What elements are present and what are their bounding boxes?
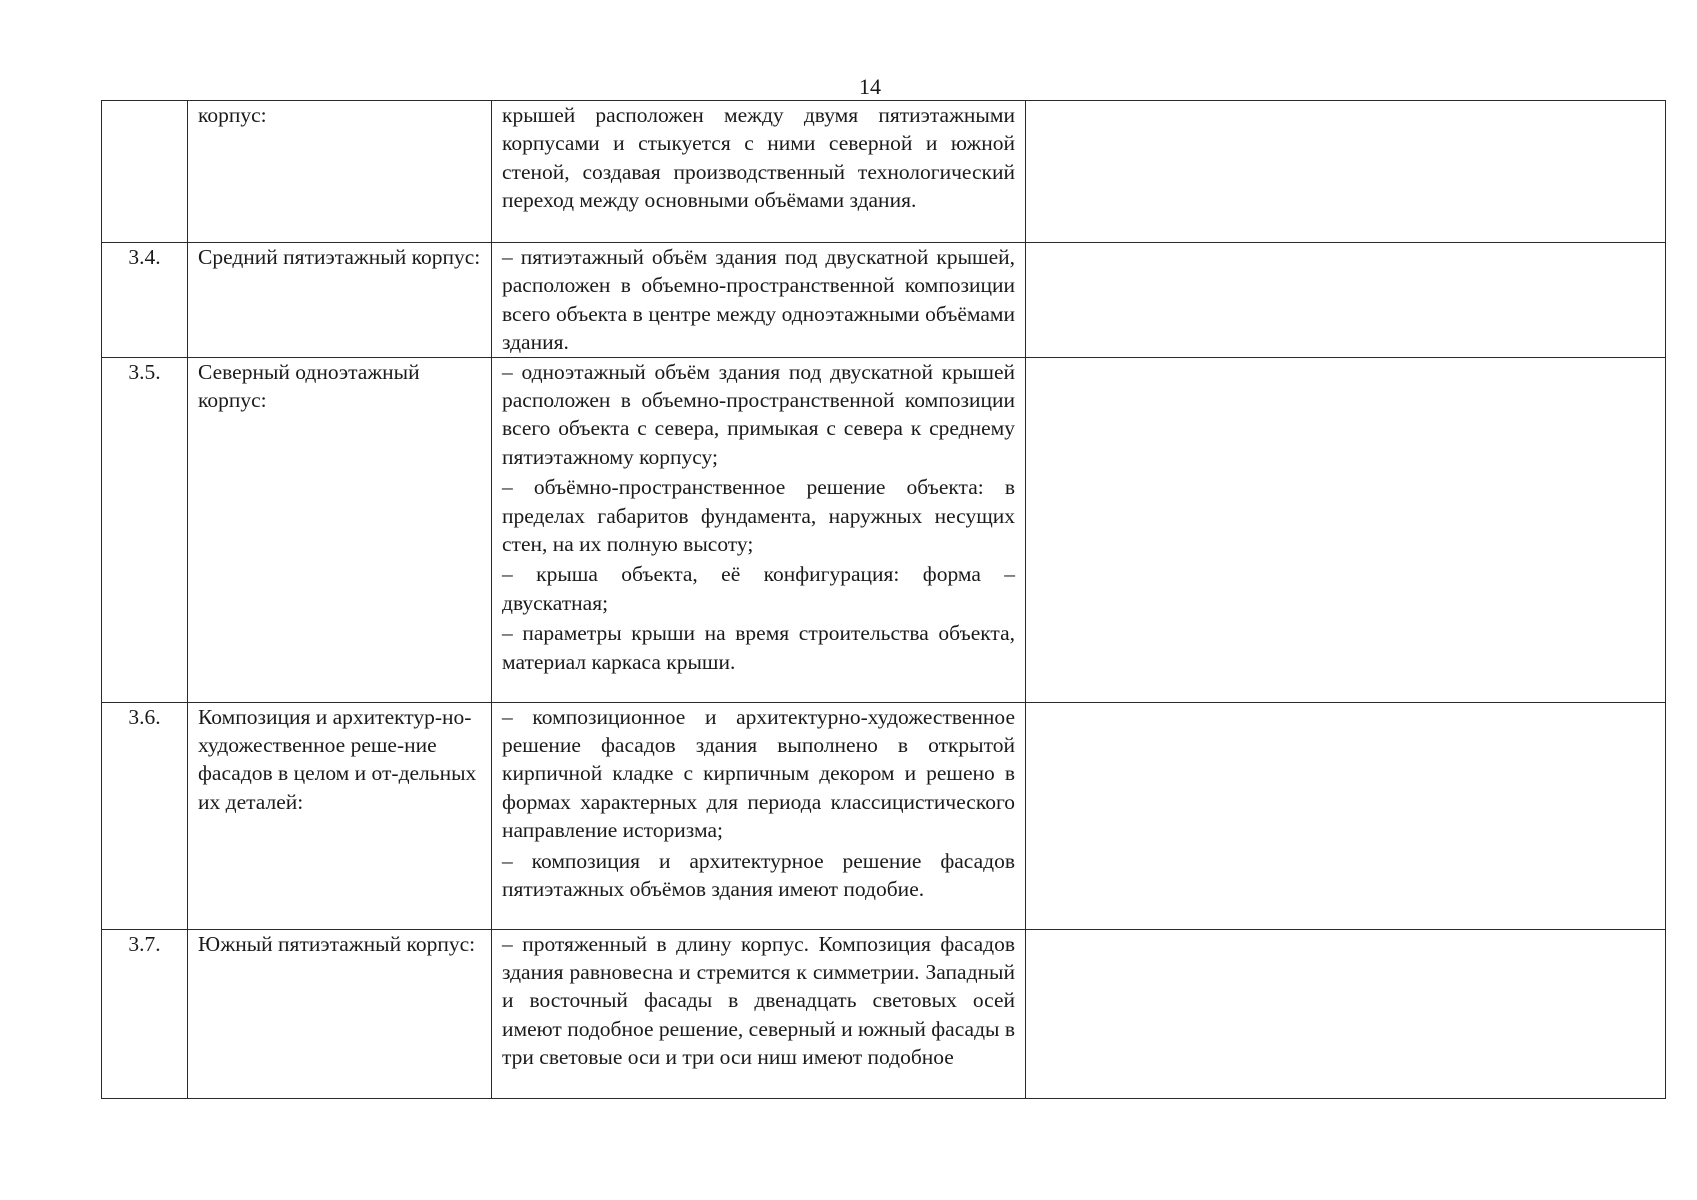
row-title: корпус: [188,101,492,243]
description-paragraph: – крыша объекта, её конфигурация: форма – двускатная; [502,562,1015,615]
row-description [492,702,1026,929]
table-row [102,702,1666,929]
row-number: 3.6. [102,702,188,929]
description-paragraph: – композиционное и архитектурно-художественное решение фасадов здания выполнено в открытой кирпичной кладке с кирпичным декором и решено в формах характерных для периода классицистического направление историзма; [502,704,1015,843]
table-row [102,357,1666,702]
table-row [102,101,1666,243]
row-title: Средний пятиэтажный корпус: [188,243,492,358]
row-number: 3.7. [102,929,188,1098]
description-paragraph: – протяженный в длину корпус. Композиция фасадов здания равновесна и стремится к симметрии. Западный и восточный фасады в двенадцать световых осей имеют подобное решение, северный и южный фасады в три световые оси и три оси ниш имеют подобное [502,931,1015,1070]
document-table [101,100,1666,1099]
description-paragraph: крышей расположен между двумя пятиэтажными корпусами и стыкуется с ними северной и южной стеной, создавая производственный технологический переход между основными объёмами здания. [502,103,1015,213]
page-number: 14 [859,74,881,99]
description-paragraph: – одноэтажный объём здания под двускатной крышей расположен в объемно-пространственной композиции всего объекта с севера, примыкая с севера к среднему пятиэтажному корпусу; [502,359,1015,469]
row-description [492,357,1026,702]
row-number [102,101,188,243]
row-title: Южный пятиэтажный корпус: [188,929,492,1098]
description-paragraph: – пятиэтажный объём здания под двускатной крышей, расположен в объемно-пространственной композиции всего объекта в центре между одноэтажными объёмами здания. [502,245,1015,355]
row-notes [1026,101,1666,243]
row-description [492,929,1026,1098]
row-title: Композиция и архитектур-но-художественное реше-ние фасадов в целом и от-дельных их деталей: [188,702,492,929]
row-title: Северный одноэтажный корпус: [188,357,492,702]
row-description [492,243,1026,358]
description-paragraph: – объёмно-пространственное решение объекта: в пределах габаритов фундамента, наружных несущих стен, на их полную высоту; [502,475,1015,557]
row-notes [1026,243,1666,358]
table-row [102,929,1666,1098]
row-notes [1026,929,1666,1098]
row-notes [1026,357,1666,702]
row-number: 3.4. [102,243,188,358]
description-paragraph: – композиция и архитектурное решение фасадов пятиэтажных объёмов здания имеют подобие. [502,848,1015,902]
table-row [102,243,1666,358]
row-notes [1026,702,1666,929]
description-paragraph: – параметры крыши на время строительства объекта, материал каркаса крыши. [502,621,1015,674]
row-description [492,101,1026,243]
row-number: 3.5. [102,357,188,702]
